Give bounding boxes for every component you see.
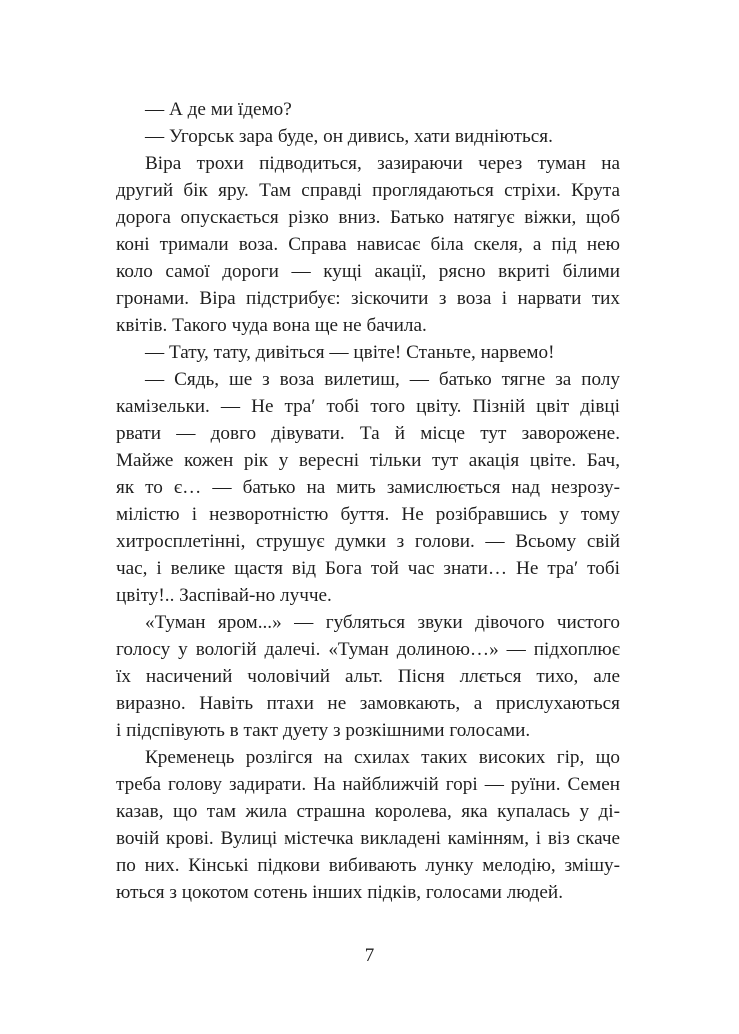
text-line: дорога опускається різко вниз. Батько натягує віжки, щоб — [116, 207, 620, 228]
text-line: «Туман яром...» — губляться звуки дівочого чистого — [145, 612, 620, 633]
text-line: другий бік яру. Там справді проглядаються стріхи. Крута — [116, 180, 620, 201]
page-number: 7 — [364, 945, 375, 966]
text-line: Майже кожен рік у вересні тільки тут акація цвіте. Бач, — [116, 450, 620, 471]
text-line: і підспівують в такт дуету з розкішними голосами. — [116, 720, 531, 741]
text-line: — Сядь, ше з воза вилетиш, — батько тягне за полу — [145, 369, 620, 390]
text-line: мілістю і незворотністю буття. Не розібравшись у тому — [116, 504, 620, 525]
text-line: коні тримали воза. Справа нависає біла скеля, а під нею — [116, 234, 620, 255]
text-line: виразно. Навіть птахи не замовкають, а прислухаються — [116, 693, 620, 714]
text-line: камізельки. — Не тра′ тобі того цвіту. Пізній цвіт дівці — [116, 396, 620, 417]
text-line: — А де ми їдемо? — [145, 99, 292, 120]
text-line: квітів. Такого чуда вона ще не бачила. — [116, 315, 427, 336]
text-line: коло самої дороги — кущі акації, рясно вкриті білими — [116, 261, 620, 282]
text-line: Кременець розлігся на схилах таких високих гір, що — [145, 747, 620, 768]
text-line: треба голову задирати. На найближчій горі — руїни. Семен — [116, 774, 620, 795]
text-line: казав, що там жила страшна королева, яка купалась у ді- — [116, 801, 620, 822]
text-line: — Угорськ зара буде, он дивись, хати видніються. — [145, 126, 553, 147]
text-line: цвіту!.. Заспівай-но лучче. — [116, 585, 332, 606]
text-line: хитросплетінні, струшує думки з голови. — Всьому свій — [116, 531, 620, 552]
text-line: ються з цокотом сотень інших підків, голосами людей. — [116, 882, 563, 903]
body-text — [116, 96, 620, 906]
text-line: голосу у вологій далечі. «Туман долиною…» — підхоплює — [116, 639, 620, 660]
text-line: рвати — довго дівувати. Та й місце тут заворожене. — [116, 423, 620, 444]
text-line: як то є… — батько на мить замислюється над незрозу- — [116, 477, 620, 498]
text-line: вочій крові. Вулиці містечка викладені камінням, і віз скаче — [116, 828, 620, 849]
text-line: їх насичений чоловічий альт. Пісня ллється тихо, але — [116, 666, 620, 687]
text-line: час, і велике щастя від Бога той час знати… Не тра′ тобі — [116, 558, 620, 579]
text-line: по них. Кінські підкови вибивають лунку мелодію, змішу- — [116, 855, 620, 876]
text-line: Віра трохи підводиться, зазираючи через туман на — [145, 153, 620, 174]
text-line: гронами. Віра підстрибує: зіскочити з воза і нарвати тих — [116, 288, 620, 309]
text-line: — Тату, тату, дивіться — цвіте! Станьте, нарвемо! — [145, 342, 555, 363]
